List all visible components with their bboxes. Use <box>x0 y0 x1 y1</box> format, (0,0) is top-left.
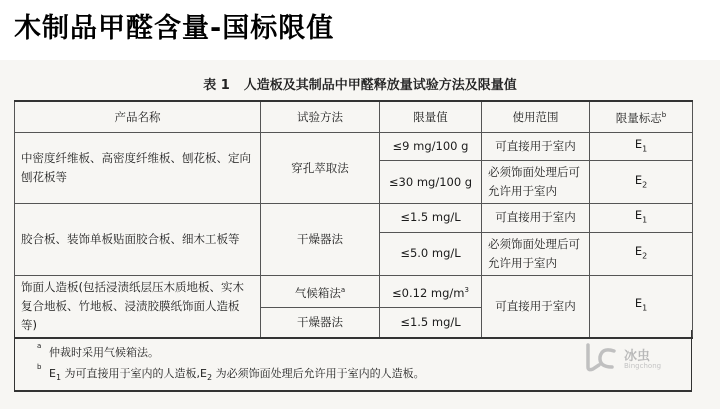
table-row <box>15 133 693 161</box>
usage-cell: 可直接用于室内 <box>482 275 590 338</box>
limit-cell: ≤5.0 mg/L <box>380 232 482 275</box>
header-limit-mark: 限量标志$^b$ <box>590 101 693 133</box>
footnote-a: a 仲裁时采用气候箱法。 <box>37 342 159 359</box>
header-usage-scope: 使用范围 <box>482 101 590 133</box>
logo-name: 冰虫 <box>624 349 651 364</box>
mark-cell: $E_1$ <box>590 133 693 161</box>
bingchong-logo-icon <box>584 343 620 373</box>
mark-cell: $E_1$ <box>590 275 693 338</box>
table-row <box>15 275 693 308</box>
formaldehyde-limit-table <box>14 100 693 339</box>
table-caption <box>0 74 720 93</box>
limit-cell: ≤1.5 mg/L <box>380 308 482 338</box>
mark-cell: $E_1$ <box>590 204 693 232</box>
limit-cell: ≤1.5 mg/L <box>380 204 482 232</box>
table-caption-number: 表 1 <box>203 78 230 93</box>
logo-pinyin: Bingchong <box>624 362 662 370</box>
limit-cell: ≤9 mg/100 g <box>380 133 482 161</box>
table-header-row <box>15 101 693 133</box>
watermark-logo <box>584 343 696 373</box>
method-cell: 干燥器法 <box>261 308 380 338</box>
product-cell: 饰面人造板(包括浸渍纸层压木质地板、实木复合地板、竹地板、浸渍胶膜纸饰面人造板等) <box>15 275 261 338</box>
method-cell: 干燥器法 <box>261 204 380 275</box>
product-cell: 中密度纤维板、高密度纤维板、刨花板、定向刨花板等 <box>15 133 261 204</box>
method-cell: 穿孔萃取法 <box>261 133 380 204</box>
usage-cell: 可直接用于室内 <box>482 133 590 161</box>
limit-cell: ≤0.12 $mg/m^3$ <box>380 275 482 308</box>
footnote-b: b $E_1$ 为可直接用于室内的人造板$,E_2$ 为必须饰面处理后允许用于室内的人造板。 <box>37 363 425 383</box>
mark-cell: $E_2$ <box>590 161 693 204</box>
usage-cell: 必须饰面处理后可允许用于室内 <box>482 161 590 204</box>
table-caption-text: 人造板及其制品中甲醛释放量试验方法及限量值 <box>243 78 517 93</box>
mark-cell: $E_2$ <box>590 232 693 275</box>
usage-cell: 可直接用于室内 <box>482 204 590 232</box>
usage-cell: 必须饰面处理后可允许用于室内 <box>482 232 590 275</box>
table-row <box>15 204 693 232</box>
header-product-name: 产品名称 <box>15 101 261 133</box>
slide-title: 木制品甲醛含量-国标限值 <box>14 13 335 44</box>
product-cell: 胶合板、装饰单板贴面胶合板、细木工板等 <box>15 204 261 275</box>
method-cell: 气候箱法$^a$ <box>261 275 380 308</box>
header-limit-value: 限量值 <box>380 101 482 133</box>
header-test-method: 试验方法 <box>261 101 380 133</box>
limit-cell: ≤30 mg/100 g <box>380 161 482 204</box>
